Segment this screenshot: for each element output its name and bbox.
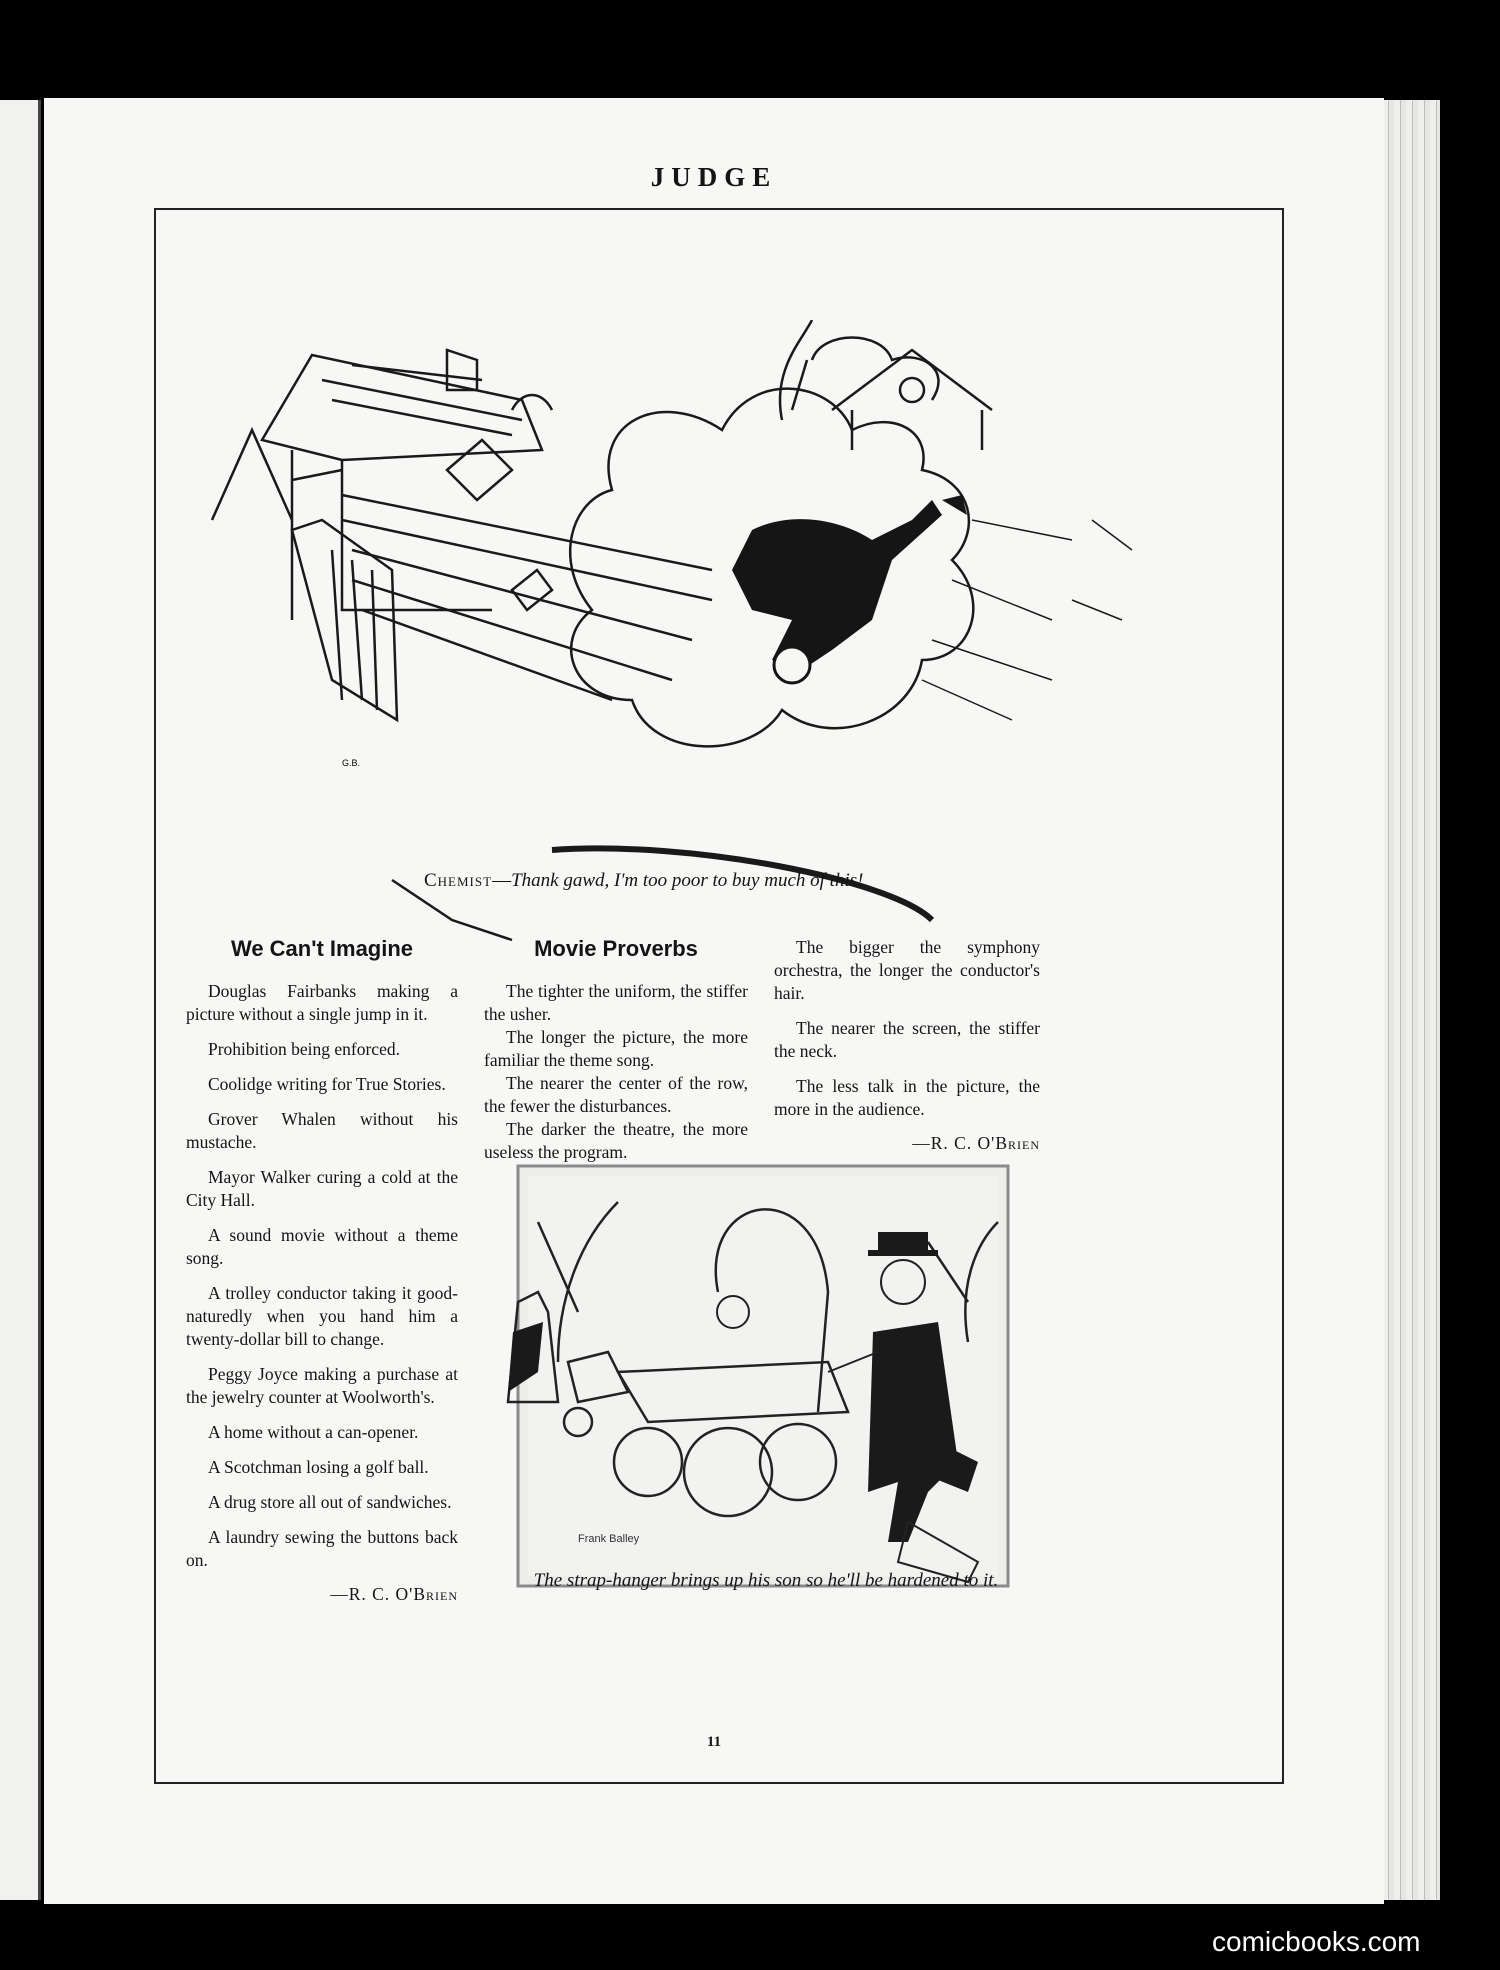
list-item: The bigger the symphony orchestra, the longer the conductor's hair. bbox=[774, 937, 1040, 1003]
cartoon-signature: Frank Balley bbox=[578, 1533, 640, 1545]
column-proverbs-continued bbox=[774, 936, 1040, 1154]
list-item: The longer the picture, the more familiar the theme song. bbox=[484, 1027, 748, 1070]
list-item: The darker the theatre, the more useless the program. bbox=[484, 1119, 748, 1162]
list-item: Grover Whalen without his mustache. bbox=[186, 1109, 458, 1152]
list-item: A home without a can-opener. bbox=[208, 1422, 419, 1442]
column-movie-proverbs bbox=[484, 936, 748, 1164]
watermark: comicbooks.com bbox=[1212, 1926, 1421, 1957]
list-item: Prohibition being enforced. bbox=[208, 1039, 400, 1059]
author-signature: —R. C. O'Brien bbox=[330, 1584, 458, 1604]
column-title: Movie Proverbs bbox=[534, 936, 698, 961]
list-item: Coolidge writing for True Stories. bbox=[208, 1074, 446, 1094]
caption-text: Thank gawd, I'm too poor to buy much of this! bbox=[511, 870, 864, 891]
column-title: We Can't Imagine bbox=[230, 936, 414, 961]
column-we-cant-imagine bbox=[186, 936, 458, 1605]
masthead: JUDGE bbox=[650, 162, 778, 192]
list-item: The nearer the center of the row, the fewer the disturbances. bbox=[484, 1073, 748, 1116]
top-cartoon-caption bbox=[424, 870, 1024, 892]
list-item: The less talk in the picture, the more in the audience. bbox=[774, 1076, 1040, 1119]
author-signature: —R. C. O'Brien bbox=[912, 1133, 1040, 1153]
list-item: A laundry sewing the buttons back on. bbox=[186, 1527, 458, 1570]
bottom-cartoon-caption: The strap-hanger brings up his son so he'll be hardened to it. bbox=[533, 1570, 999, 1591]
list-item: Douglas Fairbanks making a picture without a single jump in it. bbox=[186, 981, 458, 1024]
cartoon-signature: G.B. bbox=[342, 758, 361, 768]
page-stack-edge bbox=[1382, 100, 1440, 1900]
list-item: The nearer the screen, the stiffer the neck. bbox=[774, 1018, 1040, 1061]
list-item: The tighter the uniform, the stiffer the usher. bbox=[484, 981, 748, 1024]
magazine-page bbox=[44, 98, 1384, 1904]
caption-dash: — bbox=[492, 870, 512, 891]
page-number: 11 bbox=[706, 1734, 722, 1750]
list-item: A drug store all out of sandwiches. bbox=[208, 1492, 452, 1512]
list-item: A sound movie without a theme song. bbox=[186, 1225, 458, 1268]
list-item: Peggy Joyce making a purchase at the jewelry counter at Woolworth's. bbox=[186, 1364, 458, 1407]
strap-hanger-cartoon bbox=[498, 1162, 1034, 1610]
facing-page-edge bbox=[0, 100, 41, 1900]
list-item: Mayor Walker curing a cold at the City Hall. bbox=[186, 1167, 458, 1210]
caption-speaker: Chemist bbox=[424, 870, 493, 891]
list-item: A Scotchman losing a golf ball. bbox=[208, 1457, 429, 1477]
list-item: A trolley conductor taking it good-naturedly when you hand him a twenty-dollar bill to change. bbox=[186, 1283, 458, 1349]
